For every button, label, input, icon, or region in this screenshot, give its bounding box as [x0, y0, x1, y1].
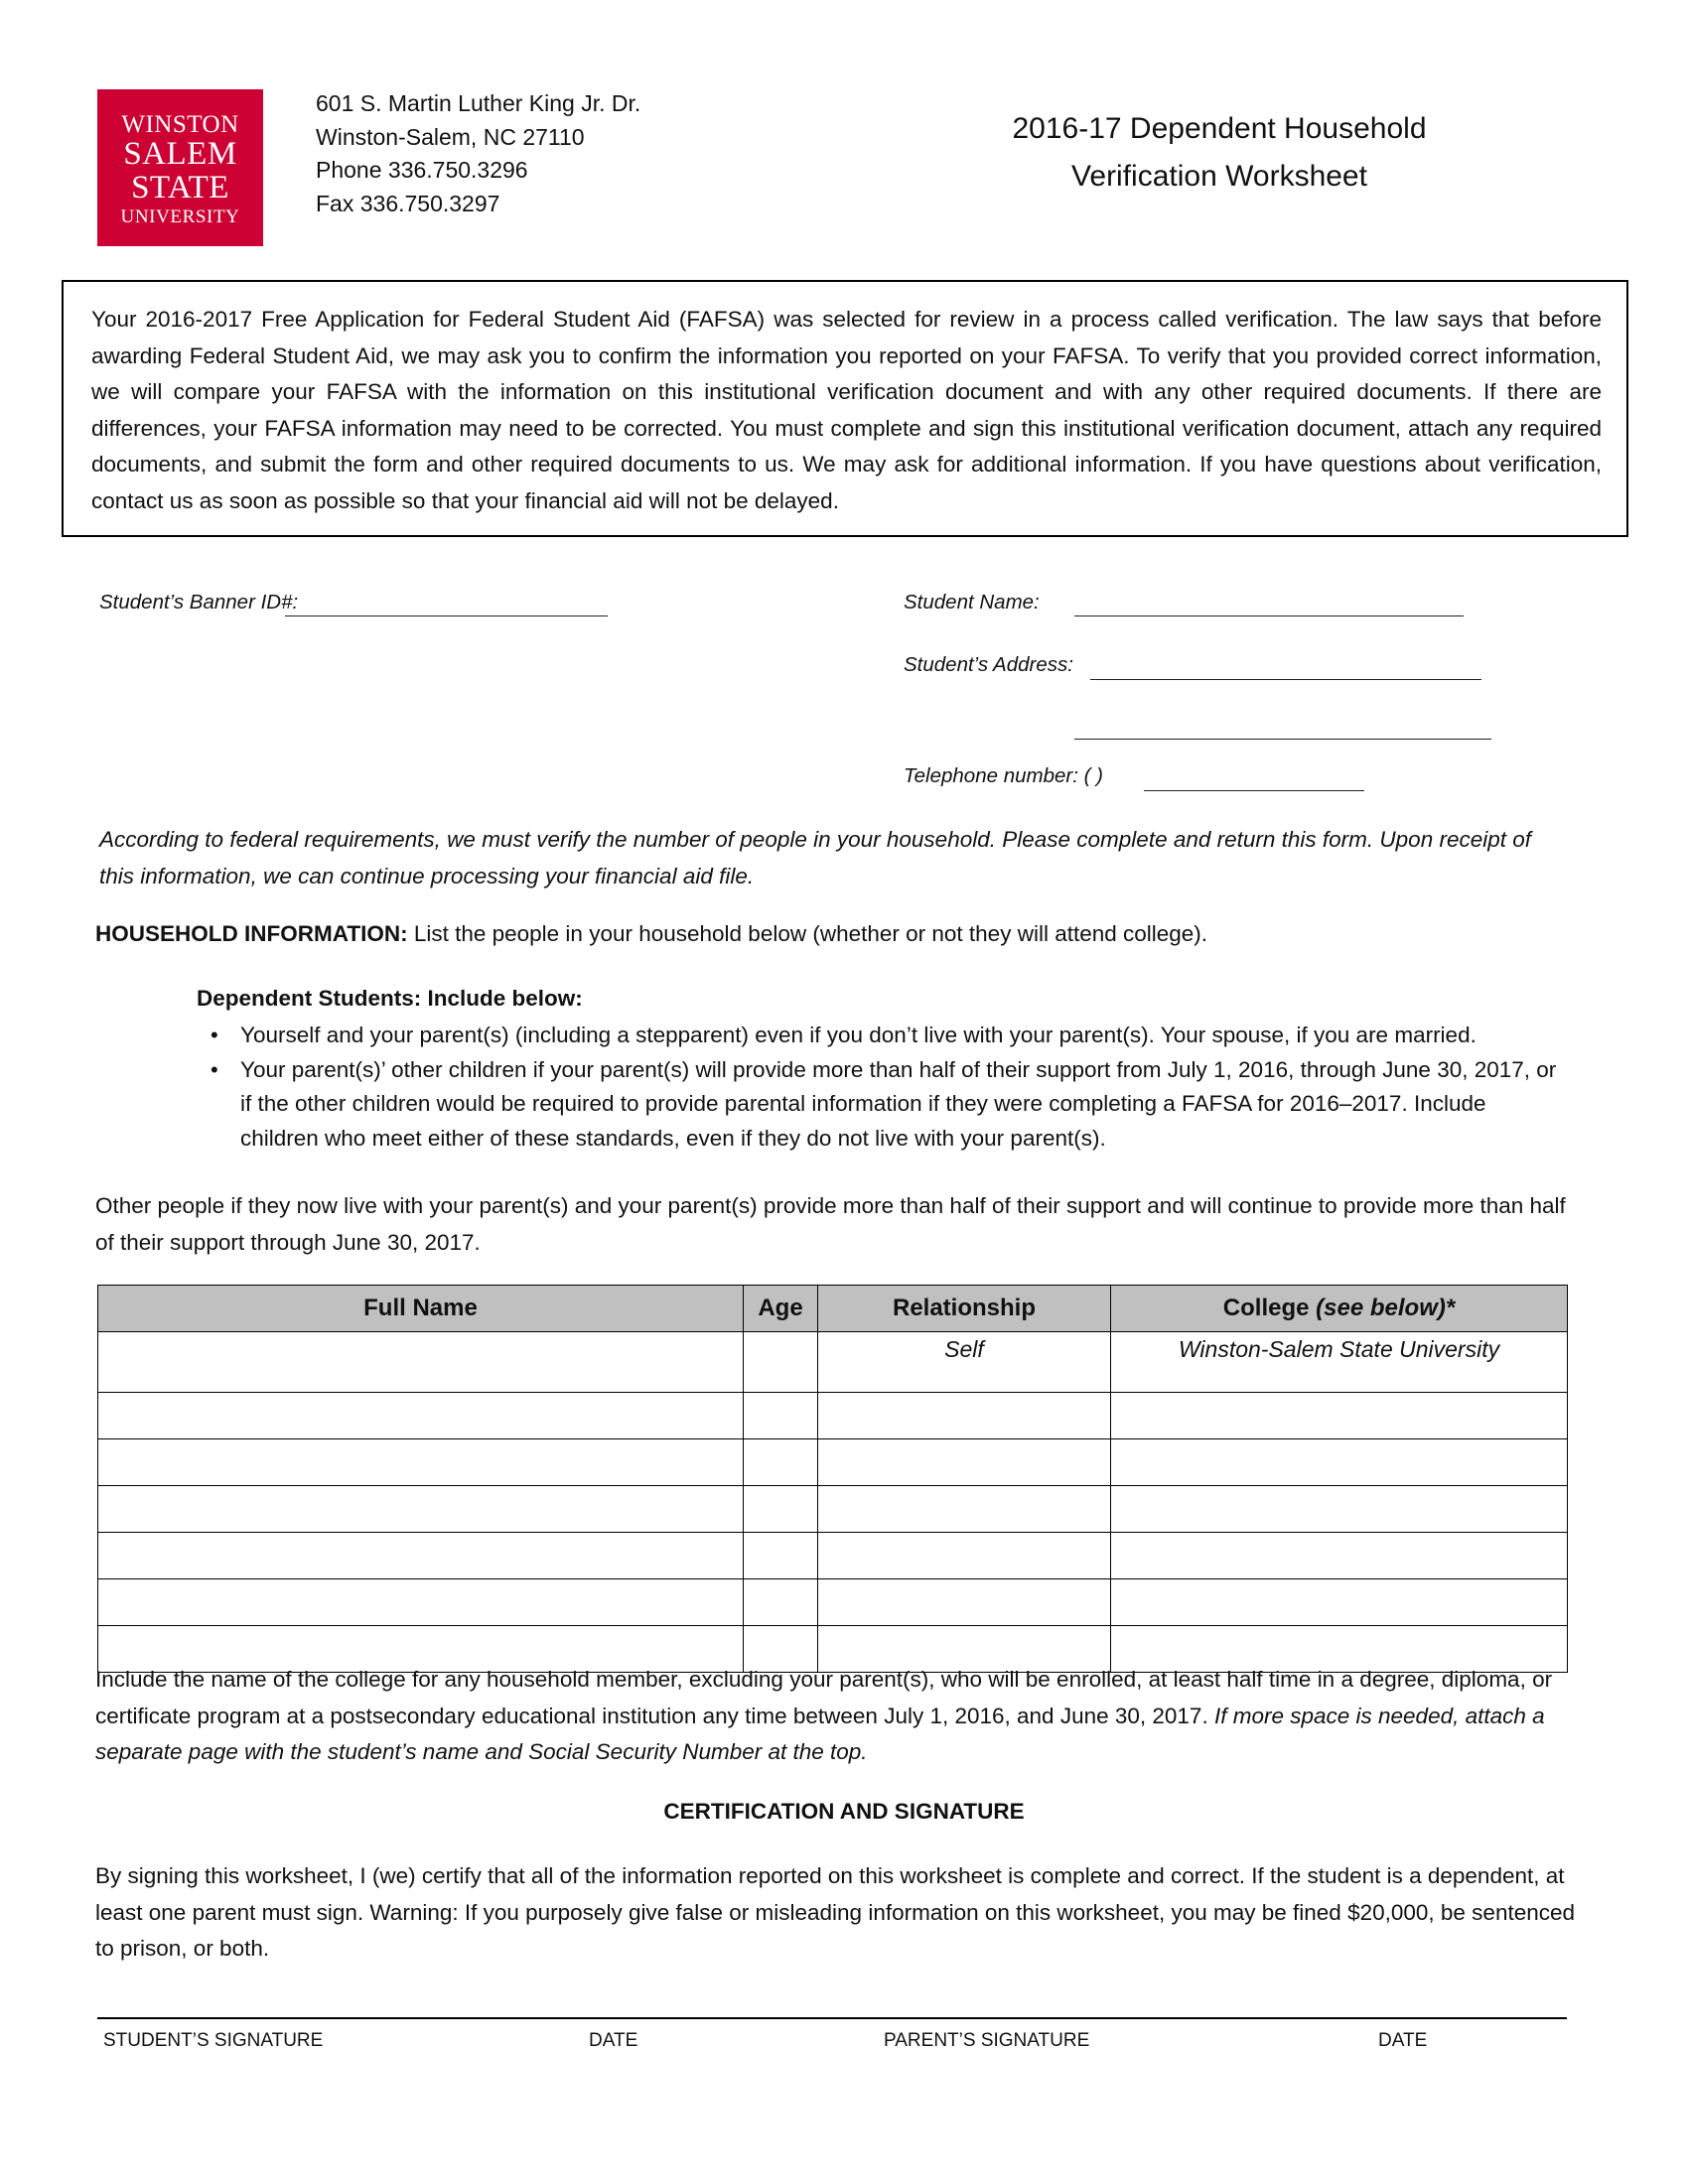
page-title	[852, 105, 1587, 201]
cell-full-name[interactable]	[98, 1439, 744, 1486]
college-note-plain: Include the name of the college for any household member, excluding your parent(s), who will be enrolled, at least half time in a degree, diploma, or certificate program at a postsecondary educational institution any time between July 1, 2016, and June 30, 2017.	[95, 1667, 1553, 1728]
cell-age[interactable]	[744, 1439, 818, 1486]
logo-line-university: UNIVERSITY	[120, 205, 240, 227]
cell-relationship[interactable]	[818, 1393, 1111, 1439]
cell-full-name[interactable]	[98, 1393, 744, 1439]
column-header-age: Age	[744, 1286, 818, 1332]
student-date-label: DATE	[589, 2030, 638, 2051]
column-header-full-name: Full Name	[98, 1286, 744, 1332]
student-address-label: Student’s Address:	[904, 653, 1073, 676]
wssu-logo	[97, 89, 263, 246]
cell-age[interactable]	[744, 1332, 818, 1393]
address-city-state-zip: Winston-Salem, NC 27110	[316, 123, 585, 150]
cell-full-name[interactable]	[98, 1486, 744, 1533]
cell-relationship[interactable]	[818, 1439, 1111, 1486]
cell-age[interactable]	[744, 1533, 818, 1579]
cell-full-name[interactable]	[98, 1332, 744, 1393]
column-header-college-main: College	[1222, 1295, 1317, 1321]
federal-requirement-note: According to federal requirements, we must verify the number of people in your household. Please complete and return this form. Upon receipt of this information, we can continue processing your financial aid file.	[99, 827, 1532, 888]
student-name-input[interactable]	[1074, 615, 1464, 616]
signature-divider	[97, 2017, 1567, 2019]
verification-notice-text: Your 2016-2017 Free Application for Federal Student Aid (FAFSA) was selected for review in a process called verification. The law says that before awarding Federal Student Aid, we may ask you to confirm the information you reported on your FAFSA. To verify that you provided correct information, we will compare your FAFSA with the information on this institutional verification document and with any other required documents. If there are differences, your FAFSA information may need to be corrected. You must complete and sign this institutional verification document, attach any required documents, and submit the form and other required documents to us. We may ask for additional information. If you have questions about verification, contact us as soon as possible so that your financial aid will not be delayed.	[91, 307, 1602, 513]
cell-college[interactable]	[1111, 1486, 1568, 1533]
logo-line-winston: WINSTON	[121, 110, 239, 138]
table-row	[98, 1533, 1568, 1579]
telephone-label: Telephone number: ( )	[904, 764, 1103, 787]
household-members-table	[97, 1285, 1568, 1673]
list-item-text: Yourself and your parent(s) (including a stepparent) even if you don’t live with your parent(s). Your spouse, if you are married.	[240, 1023, 1477, 1047]
household-information-heading	[95, 916, 1585, 953]
column-header-college	[1111, 1286, 1568, 1332]
address-fax: Fax 336.750.3297	[316, 190, 500, 216]
college-note-italic: If more space is needed, attach a separate page with the student’s name and Social Security Number at the top.	[95, 1703, 1545, 1764]
parent-date-label: DATE	[1378, 2030, 1428, 2051]
college-note	[95, 1662, 1585, 1771]
cell-relationship[interactable]: Self	[818, 1332, 1111, 1393]
other-people-paragraph: Other people if they now live with your parent(s) and your parent(s) provide more than half of their support and will continue to provide more than half of their support through June 30, 2017.	[95, 1193, 1566, 1255]
table-row	[98, 1439, 1568, 1486]
cell-full-name[interactable]	[98, 1533, 744, 1579]
table-header	[98, 1286, 1568, 1332]
banner-id-input[interactable]	[285, 615, 608, 616]
household-information-rest: List the people in your household below (whether or not they will attend college).	[407, 921, 1208, 946]
table-row	[98, 1486, 1568, 1533]
cell-relationship[interactable]	[818, 1579, 1111, 1626]
certification-body: By signing this worksheet, I (we) certify that all of the information reported on this worksheet is complete and correct. If the student is a dependent, at least one parent must sign. Warning: If you purposely give false or misleading information on this worksheet, you may be fined $20,000, be sentenced to prison, or both.	[95, 1863, 1576, 1961]
column-header-relationship: Relationship	[818, 1286, 1111, 1332]
table-body	[98, 1332, 1568, 1673]
cell-age[interactable]	[744, 1579, 818, 1626]
list-item-text: Your parent(s)’ other children if your parent(s) will provide more than half of their support from July 1, 2016, through June 30, 2017, or if the other children would be required to provide parental information if they were completing a FAFSA for 2016–2017. Include children who meet either of these standards, even if they do not live with your parent(s).	[240, 1056, 1557, 1151]
page-title-line1: 2016-17 Dependent Household	[1012, 112, 1427, 145]
cell-college[interactable]	[1111, 1533, 1568, 1579]
logo-line-state: STATE	[131, 169, 229, 205]
telephone-input[interactable]	[1144, 790, 1364, 791]
certification-heading: CERTIFICATION AND SIGNATURE	[663, 1799, 1025, 1824]
cell-age[interactable]	[744, 1393, 818, 1439]
banner-id-label: Student’s Banner ID#:	[99, 591, 299, 614]
table-row	[98, 1332, 1568, 1393]
student-signature-label: STUDENT’S SIGNATURE	[103, 2030, 324, 2051]
household-information-label: HOUSEHOLD INFORMATION:	[95, 921, 408, 946]
student-address-input-line2[interactable]	[1074, 739, 1491, 740]
cell-college[interactable]: Winston-Salem State University	[1111, 1332, 1568, 1393]
parent-signature-label: PARENT’S SIGNATURE	[884, 2030, 1090, 2051]
bullet-icon: •	[211, 1056, 218, 1082]
table-header-row	[98, 1286, 1568, 1332]
dependent-students-subheading: Dependent Students: Include below:	[197, 986, 583, 1011]
cell-college[interactable]	[1111, 1579, 1568, 1626]
student-address-input-line1[interactable]	[1090, 679, 1481, 680]
address-phone: Phone 336.750.3296	[316, 157, 528, 183]
page-title-line2: Verification Worksheet	[1071, 160, 1367, 193]
cell-full-name[interactable]	[98, 1579, 744, 1626]
list-item	[197, 1019, 1569, 1053]
cell-relationship[interactable]	[818, 1486, 1111, 1533]
document-header	[97, 87, 1587, 256]
dependent-students-list	[197, 1019, 1569, 1156]
address-street: 601 S. Martin Luther King Jr. Dr.	[316, 90, 641, 116]
logo-line-salem: SALEM	[123, 135, 237, 172]
list-item	[197, 1053, 1569, 1157]
table-row	[98, 1393, 1568, 1439]
bullet-icon: •	[211, 1023, 218, 1047]
institution-address	[316, 87, 640, 220]
cell-age[interactable]	[744, 1486, 818, 1533]
column-header-college-note: (see below)*	[1316, 1295, 1456, 1321]
verification-notice-box	[62, 280, 1628, 537]
student-name-label: Student Name:	[904, 591, 1040, 614]
cell-college[interactable]	[1111, 1439, 1568, 1486]
cell-relationship[interactable]	[818, 1533, 1111, 1579]
cell-college[interactable]	[1111, 1393, 1568, 1439]
table-row	[98, 1579, 1568, 1626]
